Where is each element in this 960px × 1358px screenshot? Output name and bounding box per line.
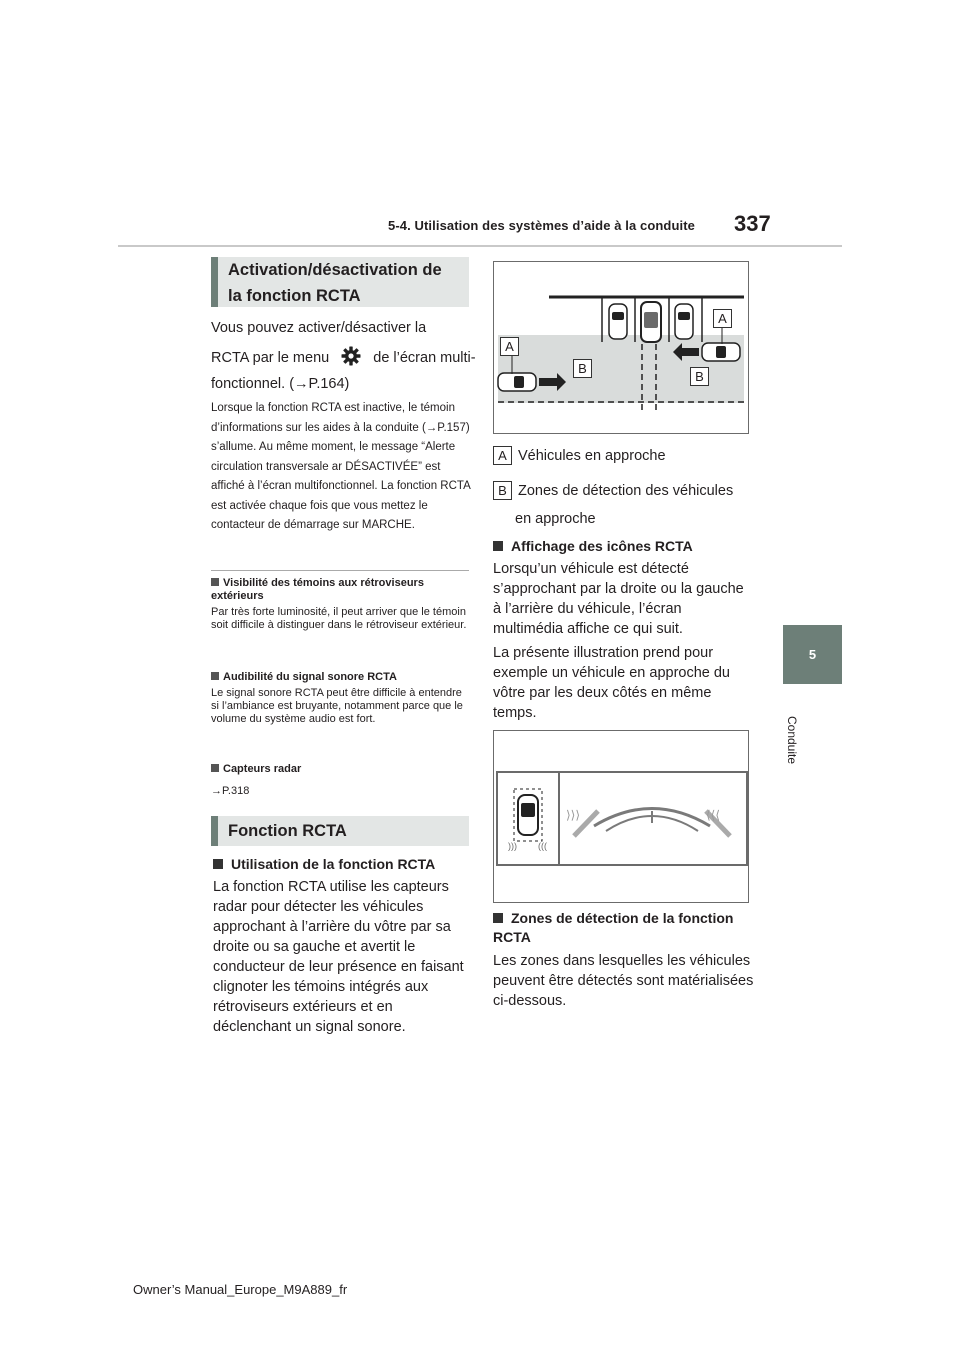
legend-b-cont: en approche: [515, 511, 596, 527]
rcta-parking-diagram: [493, 261, 749, 434]
svg-text:))): ))): [508, 841, 517, 851]
chapter-number: 5: [808, 647, 817, 662]
activation-line-2: RCTA par le menu de l’écran multi-: [211, 346, 473, 374]
bullet-square: [213, 859, 223, 869]
bullet-square: [211, 578, 219, 586]
chapter-label: Conduite: [785, 715, 799, 765]
rcta-inactive-note: Lorsque la fonction RCTA est inactive, le témoin d’informations sur les aides à la conduite (→P.157) s’allume. Au même moment, le message “Alerte circulation transversale ar DÉSACTIVÉE” est affiché à l’écran multifonctionnel. La fonction RCTA est activée chaque fois que vous mettez le contacteur de démarrage sur MARCHE.: [211, 402, 471, 531]
label-b-right: B: [690, 367, 709, 386]
header-divider: [118, 245, 842, 247]
label-b-left: B: [573, 359, 592, 378]
legend-b: B Zones de détection des véhicules: [493, 481, 753, 509]
bullet-square: [493, 913, 503, 923]
label-a-right: A: [713, 309, 732, 328]
icons-section: Affichage des icônes RCTA Lorsqu’un véhicule est détecté s’approchant par la droite ou la gauche à l’arrière du véhicule, l’écran multimédia affiche ce qui suit. La présente illustration prend pour exemple un véhicule en approche du vôtre par les deux côtés en même temps.: [493, 537, 755, 723]
page-number: 337: [734, 211, 771, 236]
heading-activation: Activation/désactivation de la fonction RCTA: [211, 257, 469, 307]
left-alert-icon: ⟩⟩⟩: [566, 808, 581, 822]
chapter-tab: [783, 625, 842, 684]
approaching-car-right: [702, 343, 740, 361]
activation-line-3: fonctionnel. (→P.164): [211, 376, 350, 392]
parked-car: [675, 304, 693, 339]
svg-text:(((: (((: [538, 841, 547, 851]
usage-section: Utilisation de la fonction RCTA La fonction RCTA utilise les capteurs radar pour détecter les véhicules approchant à l’arrière du vôtre par sa droite ou sa gauche et avertit le conducteur de leur présence en faisant clignoter les témoins intégrés aux rétroviseurs extérieurs et en déclenchant un signal sonore.: [213, 855, 473, 1037]
screen-svg: [494, 731, 748, 902]
zones-text: Les zones dans lesquelles les véhicules peuvent être détectés sont matérialisées ci-dessous.: [493, 953, 754, 1009]
chapter-label-wrap: [772, 700, 812, 780]
bullet-square: [211, 764, 219, 772]
right-alert-icon: ⟨⟨⟨: [706, 808, 721, 822]
own-car: [641, 302, 661, 342]
parking-diagram-svg: [494, 262, 748, 433]
zones-section: Zones de détection de la fonction RCTA Les zones dans lesquelles les véhicules peuvent être détectés sont matérialisées ci-dessous.: [493, 910, 754, 1009]
legend: [493, 446, 753, 529]
approaching-car-left: [498, 373, 536, 391]
bullet-square: [493, 541, 503, 551]
radar-page-ref: →P.318: [211, 785, 250, 797]
bullet-square: [211, 672, 219, 680]
label-a-left: A: [500, 337, 519, 356]
note-audibility: Audibilité du signal sonore RCTA Le signal sonore RCTA peut être difficile à entendre si l’ambiance est bruyante, notamment parce que le volume du système audio est fort.: [211, 671, 463, 725]
activation-paragraph: [211, 318, 476, 400]
multimedia-screen-diagram: [493, 730, 749, 903]
parked-car: [609, 304, 627, 339]
icons-example-text: La présente illustration prend pour exemple un véhicule en approche du vôtre par les deux côtés en même temps.: [493, 645, 730, 721]
note-visibility: Visibilité des témoins aux rétroviseurs extérieurs Par très forte luminosité, il peut arriver que le témoin soit difficile à distinguer dans le rétroviseur extérieur.: [211, 577, 467, 631]
usage-text: La fonction RCTA utilise les capteurs radar pour détecter les véhicules approchant à l’arrière du vôtre par sa droite ou sa gauche et avertit le conducteur de leur présence en faisant clignoter les témoins intégrés aux rétroviseurs extérieurs et en déclenchant un signal sonore.: [213, 879, 464, 1035]
gear-icon: [341, 346, 361, 366]
heading-fonction-rcta: Fonction RCTA: [211, 816, 469, 846]
note-radar: Capteurs radar →P.318: [211, 763, 469, 798]
legend-a: A Véhicules en approche: [493, 446, 753, 481]
activation-line-1: Vous pouvez activer/désactiver la: [211, 320, 427, 336]
notes-divider: [211, 570, 469, 571]
icons-text: Lorsqu’un véhicule est détecté s’approchant par la droite ou la gauche à l’arrière du véhicule, l’écran multimédia affiche ce qui suit.: [493, 561, 744, 637]
section-title: 5-4. Utilisation des systèmes d’aide à la conduite: [388, 218, 695, 233]
footer-manual-id: Owner’s Manual_Europe_M9A889_fr: [133, 1282, 348, 1297]
